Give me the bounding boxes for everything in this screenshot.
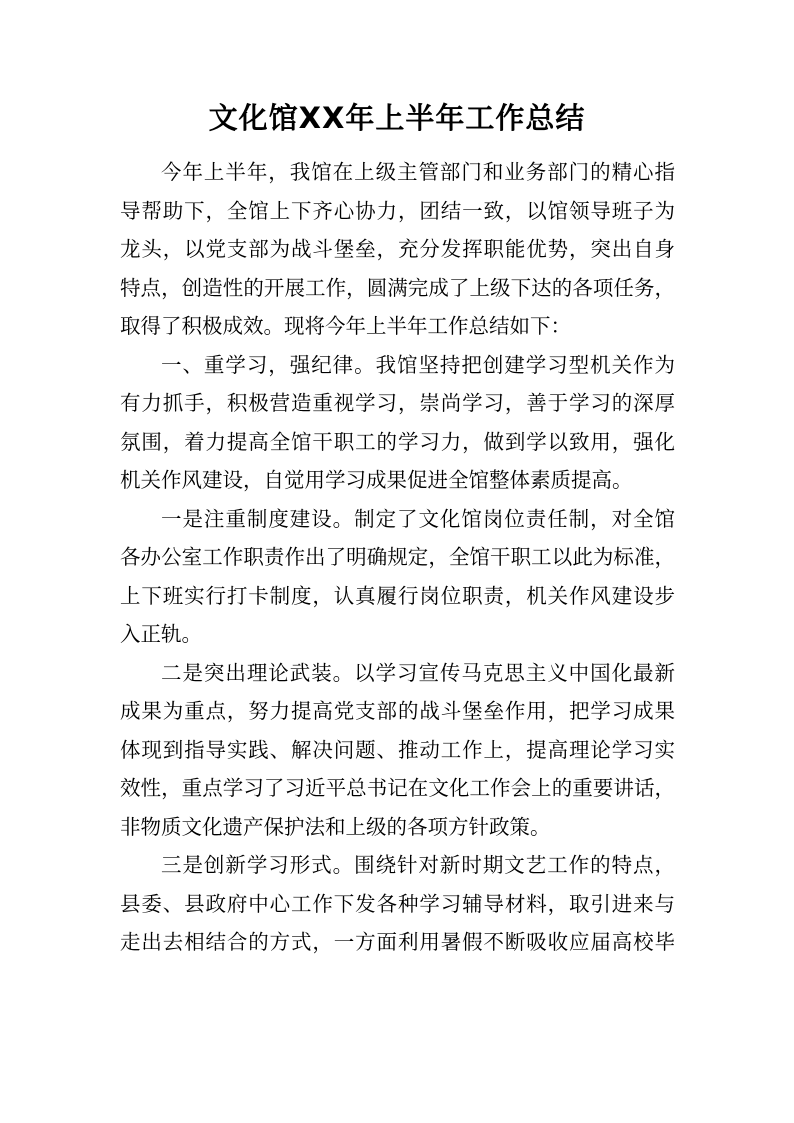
text-line: 三是创新学习形式。围绕针对新时期文艺工作的特点， <box>161 853 675 877</box>
text-line: 取得了积极成效。现将今年上半年工作总结如下： <box>120 314 571 338</box>
paragraph-point-two <box>120 654 675 847</box>
text-line: 一、重学习，强纪律。我馆坚持把创建学习型机关作为 <box>161 352 675 377</box>
text-line: 氛围，着力提高全馆干职工的学习力，做到学以致用，强化 <box>120 429 675 454</box>
text-line: 导帮助下，全馆上下齐心协力，团结一致，以馆领导班子为 <box>120 198 675 223</box>
text-line: 有力抓手，积极营造重视学习，崇尚学习，善于学习的深厚 <box>120 391 675 415</box>
text-line: 特点，创造性的开展工作，圆满完成了上级下达的各项任务， <box>120 275 675 300</box>
text-line: 机关作风建设，自觉用学习成果促进全馆整体素质提高。 <box>120 468 633 492</box>
text-line: 龙头，以党支部为战斗堡垒，充分发挥职能优势，突出自身 <box>120 237 675 261</box>
paragraph-section-one <box>120 346 675 500</box>
text-line: 体现到指导实践、解决问题、推动工作上，提高理论学习实 <box>120 737 675 762</box>
text-line: 走出去相结合的方式，一方面利用暑假不断吸收应届高校毕 <box>120 930 675 954</box>
text-line: 上下班实行打卡制度，认真履行岗位职责，机关作风建设步 <box>120 583 675 608</box>
text-line: 非物质文化遗产保护法和上级的各项方针政策。 <box>120 814 551 839</box>
text-line: 一是注重制度建设。制定了文化馆岗位责任制，对全馆 <box>161 506 675 531</box>
text-line: 二是突出理论武装。以学习宣传马克思主义中国化最新 <box>161 660 675 685</box>
paragraph-point-three <box>120 846 675 962</box>
text-line: 成果为重点，努力提高党支部的战斗堡垒作用，把学习成果 <box>120 699 675 723</box>
text-line: 县委、县政府中心工作下发各种学习辅导材料，取引进来与 <box>120 891 675 916</box>
paragraph-intro <box>120 153 675 346</box>
paragraph-point-one <box>120 500 675 654</box>
document-body <box>120 153 675 962</box>
text-line: 入正轨。 <box>120 622 202 646</box>
text-line: 各办公室工作职责作出了明确规定，全馆干职工以此为标准， <box>120 545 675 569</box>
text-line: 效性，重点学习了习近平总书记在文化工作会上的重要讲话， <box>120 776 675 800</box>
document-title: 文化馆XX年上半年工作总结 <box>208 101 586 135</box>
text-line: 今年上半年，我馆在上级主管部门和业务部门的精心指 <box>161 160 675 184</box>
